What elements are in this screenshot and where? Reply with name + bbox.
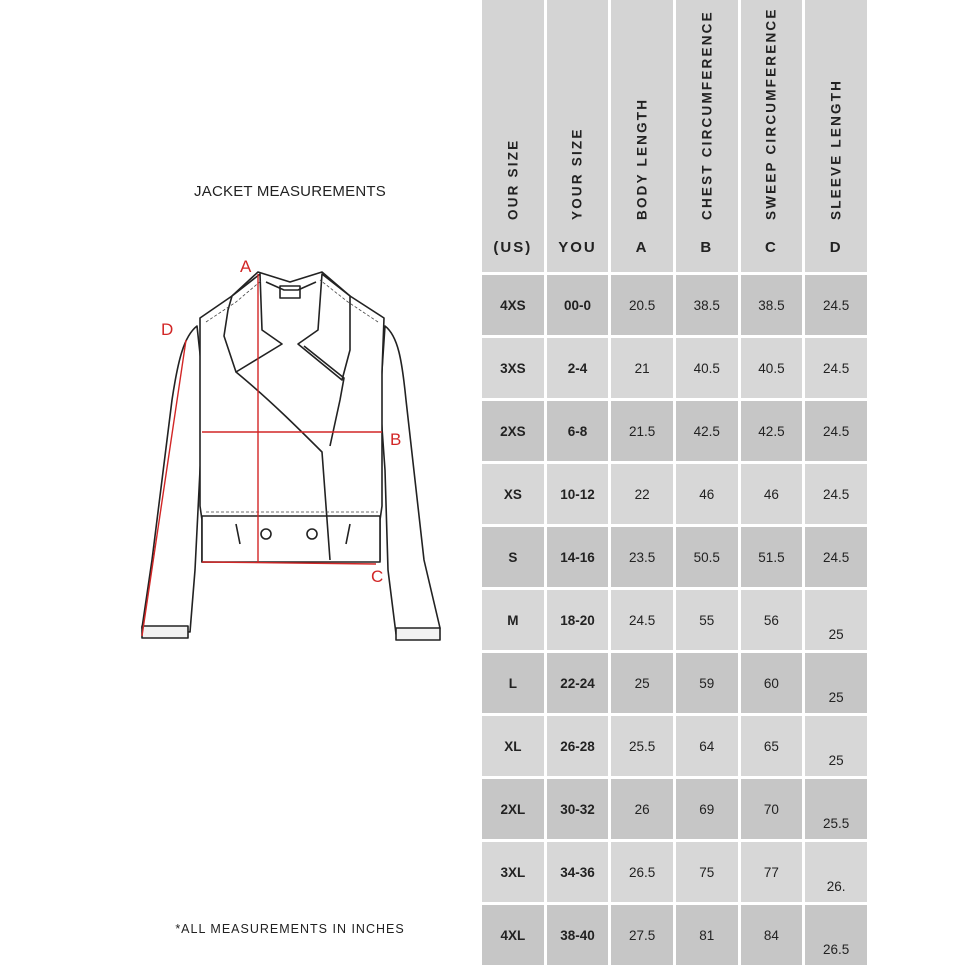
cell-our-size: XS <box>482 464 544 524</box>
label-d: D <box>161 320 174 339</box>
cell-your-size: 34-36 <box>547 842 609 902</box>
cell-your-size: 6-8 <box>547 401 609 461</box>
col-code: A <box>635 239 649 256</box>
col-code: C <box>765 239 778 256</box>
size-chart-table <box>479 0 870 968</box>
cell-chest: 46 <box>676 464 738 524</box>
header-row <box>482 0 867 272</box>
cell-sweep: 84 <box>741 905 803 965</box>
cell-our-size: 3XS <box>482 338 544 398</box>
table-row <box>482 716 867 776</box>
table-row <box>482 338 867 398</box>
col-code: (US) <box>493 239 533 256</box>
cell-sweep: 56 <box>741 590 803 650</box>
cell-our-size: 4XL <box>482 905 544 965</box>
cell-body-length: 26 <box>611 779 673 839</box>
col-title: CHEST CIRCUMFERENCE <box>699 10 715 220</box>
col-header-our-size <box>482 0 544 272</box>
col-title: BODY LENGTH <box>634 97 650 220</box>
cell-sleeve-length: 24.5 <box>805 464 867 524</box>
table-row <box>482 464 867 524</box>
label-c: C <box>371 567 384 586</box>
cell-our-size: XL <box>482 716 544 776</box>
cell-sleeve-length: 25.5 <box>805 779 867 839</box>
col-title: OUR SIZE <box>505 138 521 220</box>
cell-our-size: 2XS <box>482 401 544 461</box>
cell-sleeve-length: 26. <box>805 842 867 902</box>
cell-body-length: 25 <box>611 653 673 713</box>
cell-sweep: 42.5 <box>741 401 803 461</box>
cell-sleeve-length: 25 <box>805 653 867 713</box>
col-header-chest <box>676 0 738 272</box>
cell-our-size: 3XL <box>482 842 544 902</box>
table-row <box>482 527 867 587</box>
size-chart-panel <box>482 0 870 960</box>
col-header-sleeve-length <box>805 0 867 272</box>
cell-body-length: 24.5 <box>611 590 673 650</box>
cell-our-size: S <box>482 527 544 587</box>
cell-sleeve-length: 25 <box>805 716 867 776</box>
cell-sweep: 38.5 <box>741 275 803 335</box>
col-code: YOU <box>558 239 597 256</box>
col-code: D <box>829 239 843 256</box>
cell-chest: 64 <box>676 716 738 776</box>
cell-our-size: M <box>482 590 544 650</box>
cell-body-length: 22 <box>611 464 673 524</box>
cell-your-size: 38-40 <box>547 905 609 965</box>
table-row <box>482 275 867 335</box>
left-sleeve <box>142 326 205 632</box>
cell-body-length: 27.5 <box>611 905 673 965</box>
cell-body-length: 23.5 <box>611 527 673 587</box>
cell-chest: 75 <box>676 842 738 902</box>
cell-body-length: 20.5 <box>611 275 673 335</box>
col-code: B <box>700 239 714 256</box>
cell-body-length: 26.5 <box>611 842 673 902</box>
col-header-body-length <box>611 0 673 272</box>
cell-body-length: 21 <box>611 338 673 398</box>
cell-chest: 38.5 <box>676 275 738 335</box>
cell-sweep: 77 <box>741 842 803 902</box>
cell-sweep: 60 <box>741 653 803 713</box>
cell-your-size: 30-32 <box>547 779 609 839</box>
col-title: SLEEVE LENGTH <box>828 78 844 220</box>
left-cuff <box>142 626 188 638</box>
cell-sleeve-length: 25 <box>805 590 867 650</box>
col-header-sweep <box>741 0 803 272</box>
cell-chest: 42.5 <box>676 401 738 461</box>
table-row <box>482 779 867 839</box>
cell-your-size: 2-4 <box>547 338 609 398</box>
cell-sleeve-length: 24.5 <box>805 401 867 461</box>
diagram-title: JACKET MEASUREMENTS <box>194 183 386 200</box>
cell-sleeve-length: 26.5 <box>805 905 867 965</box>
cell-chest: 55 <box>676 590 738 650</box>
cell-your-size: 00-0 <box>547 275 609 335</box>
cell-your-size: 18-20 <box>547 590 609 650</box>
cell-chest: 81 <box>676 905 738 965</box>
cell-our-size: 4XS <box>482 275 544 335</box>
cell-your-size: 22-24 <box>547 653 609 713</box>
right-cuff <box>396 628 440 640</box>
cell-our-size: L <box>482 653 544 713</box>
table-row <box>482 653 867 713</box>
cell-sweep: 70 <box>741 779 803 839</box>
hem-band <box>202 516 380 562</box>
cell-chest: 59 <box>676 653 738 713</box>
table-row <box>482 401 867 461</box>
col-title: SWEEP CIRCUMFERENCE <box>763 7 779 220</box>
table-row <box>482 905 867 965</box>
col-title: YOUR SIZE <box>569 127 585 220</box>
cell-chest: 40.5 <box>676 338 738 398</box>
cell-sleeve-length: 24.5 <box>805 275 867 335</box>
jacket-sketch <box>0 0 482 960</box>
measurement-unit-note: *ALL MEASUREMENTS IN INCHES <box>175 922 405 936</box>
cell-body-length: 25.5 <box>611 716 673 776</box>
cell-sleeve-length: 24.5 <box>805 338 867 398</box>
cell-chest: 69 <box>676 779 738 839</box>
cell-your-size: 14-16 <box>547 527 609 587</box>
cell-sweep: 46 <box>741 464 803 524</box>
cell-your-size: 10-12 <box>547 464 609 524</box>
right-sleeve <box>380 326 440 634</box>
cell-body-length: 21.5 <box>611 401 673 461</box>
cell-chest: 50.5 <box>676 527 738 587</box>
cell-our-size: 2XL <box>482 779 544 839</box>
label-a: A <box>240 257 252 276</box>
cell-sweep: 40.5 <box>741 338 803 398</box>
table-row <box>482 842 867 902</box>
cell-sweep: 65 <box>741 716 803 776</box>
measurement-diagram-panel <box>0 0 482 960</box>
cell-sweep: 51.5 <box>741 527 803 587</box>
cell-sleeve-length: 24.5 <box>805 527 867 587</box>
table-row <box>482 590 867 650</box>
col-header-your-size <box>547 0 609 272</box>
cell-your-size: 26-28 <box>547 716 609 776</box>
label-b: B <box>390 430 402 449</box>
